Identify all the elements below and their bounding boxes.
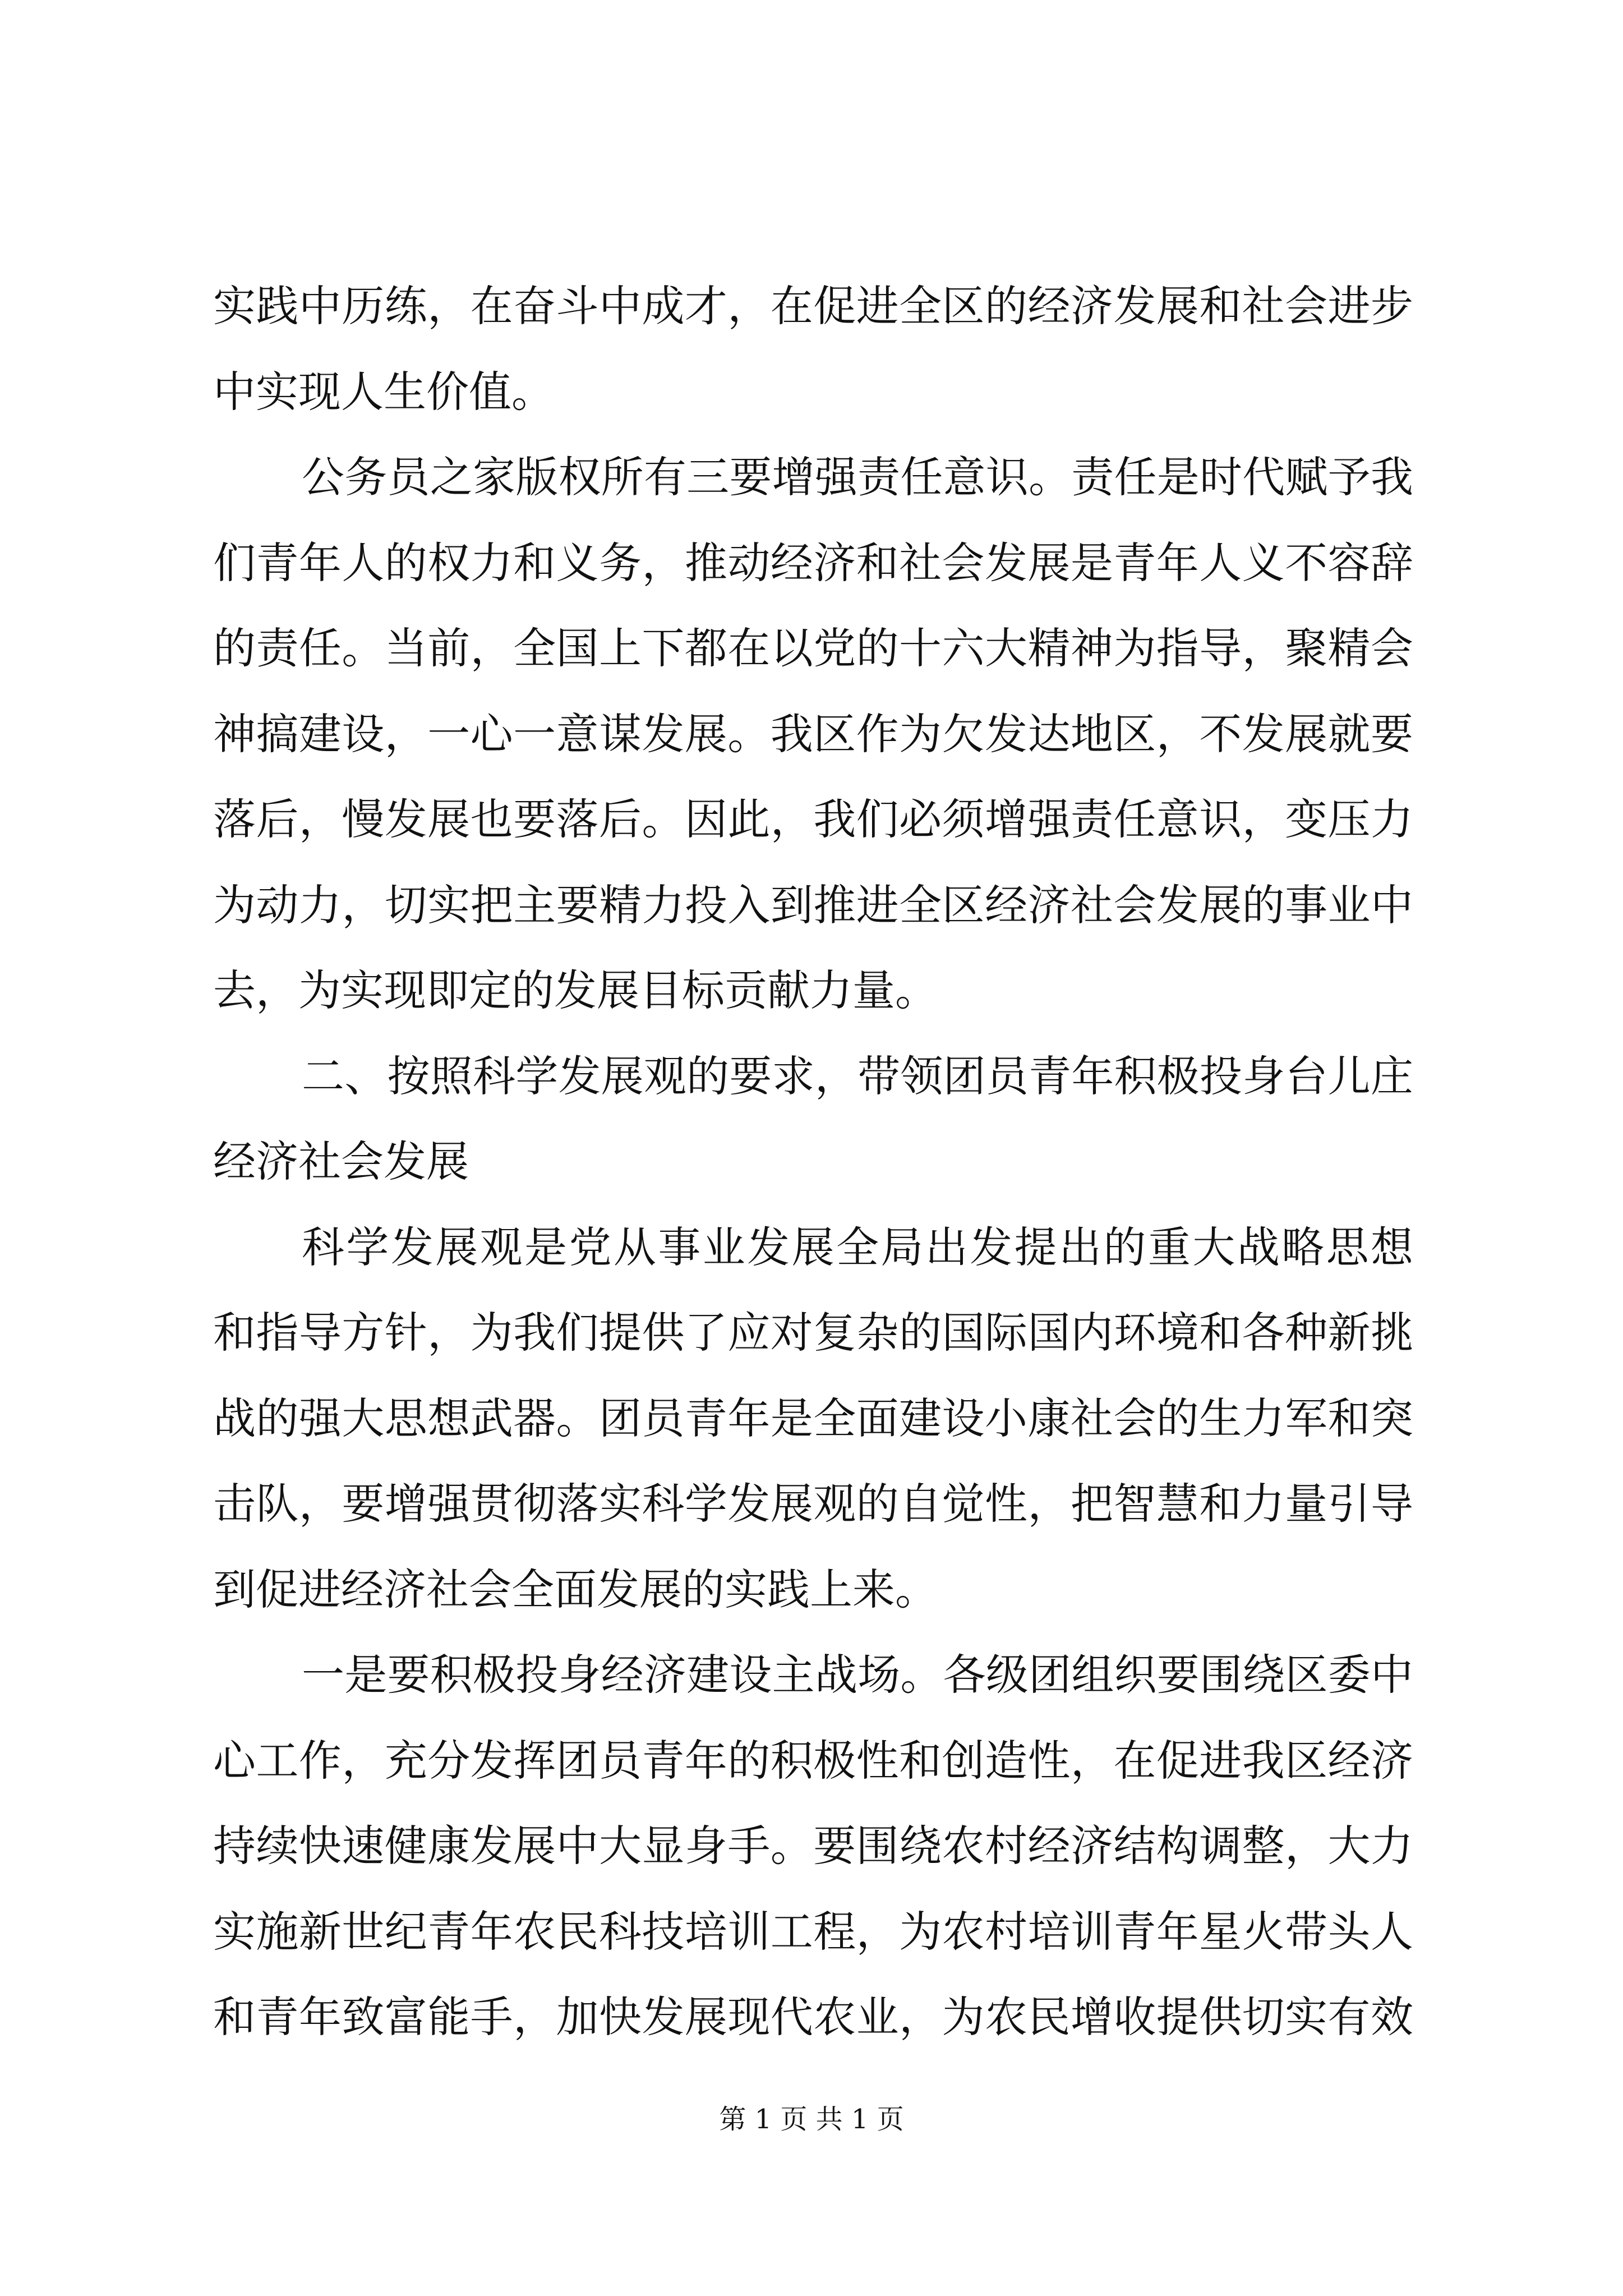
text-line: 经济社会发展 (213, 1137, 469, 1186)
text-line: 实践中历练，在奋斗中成才，在促进全区的经济发展和社会进步 (213, 281, 1413, 331)
text-line: 为动力，切实把主要精力投入到推进全区经济社会发展的事业中 (213, 880, 1413, 930)
text-line: 中实现人生价值。 (213, 366, 554, 417)
text-line: 神搞建设，一心一意谋发展。我区作为欠发达地区，不发展就要 (213, 708, 1413, 759)
text-line: 和指导方针，为我们提供了应对复杂的国际国内环境和各种新挑 (213, 1308, 1413, 1358)
text-line: 战的强大思想武器。团员青年是全面建设小康社会的生力军和突 (213, 1393, 1413, 1443)
text-line: 和青年致富能手，加快发展现代农业，为农民增收提供切实有效 (213, 1992, 1413, 2042)
text-line: 们青年人的权力和义务，推动经济和社会发展是青年人义不容辞 (213, 537, 1413, 588)
text-line: 心工作，充分发挥团员青年的积极性和创造性，在促进我区经济 (213, 1735, 1413, 1786)
text-line: 公务员之家版权所有三要增强责任意识。责任是时代赋予我 (302, 452, 1413, 502)
document-body (213, 264, 1413, 2060)
text-line: 一是要积极投身经济建设主战场。各级团组织要围绕区委中 (302, 1650, 1413, 1700)
text-line: 的责任。当前，全国上下都在以党的十六大精神为指导，聚精会 (213, 623, 1413, 673)
text-line: 到促进经济社会全面发展的实践上来。 (213, 1564, 938, 1614)
text-line: 实施新世纪青年农民科技培训工程，为农村培训青年星火带头人 (213, 1906, 1413, 1957)
text-line: 科学发展观是党从事业发展全局出发提出的重大战略思想 (302, 1222, 1413, 1272)
page-footer: 第 1 页 共 1 页 (719, 2104, 904, 2135)
text-line: 去，为实现即定的发展目标贡献力量。 (213, 965, 938, 1015)
text-line: 持续快速健康发展中大显身手。要围绕农村经济结构调整，大力 (213, 1821, 1413, 1871)
text-line: 落后，慢发展也要落后。因此，我们必须增强责任意识，变压力 (213, 794, 1413, 844)
text-line: 击队，要增强贯彻落实科学发展观的自觉性，把智慧和力量引导 (213, 1479, 1413, 1529)
text-line: 二、按照科学发展观的要求，带领团员青年积极投身台儿庄 (302, 1051, 1413, 1101)
